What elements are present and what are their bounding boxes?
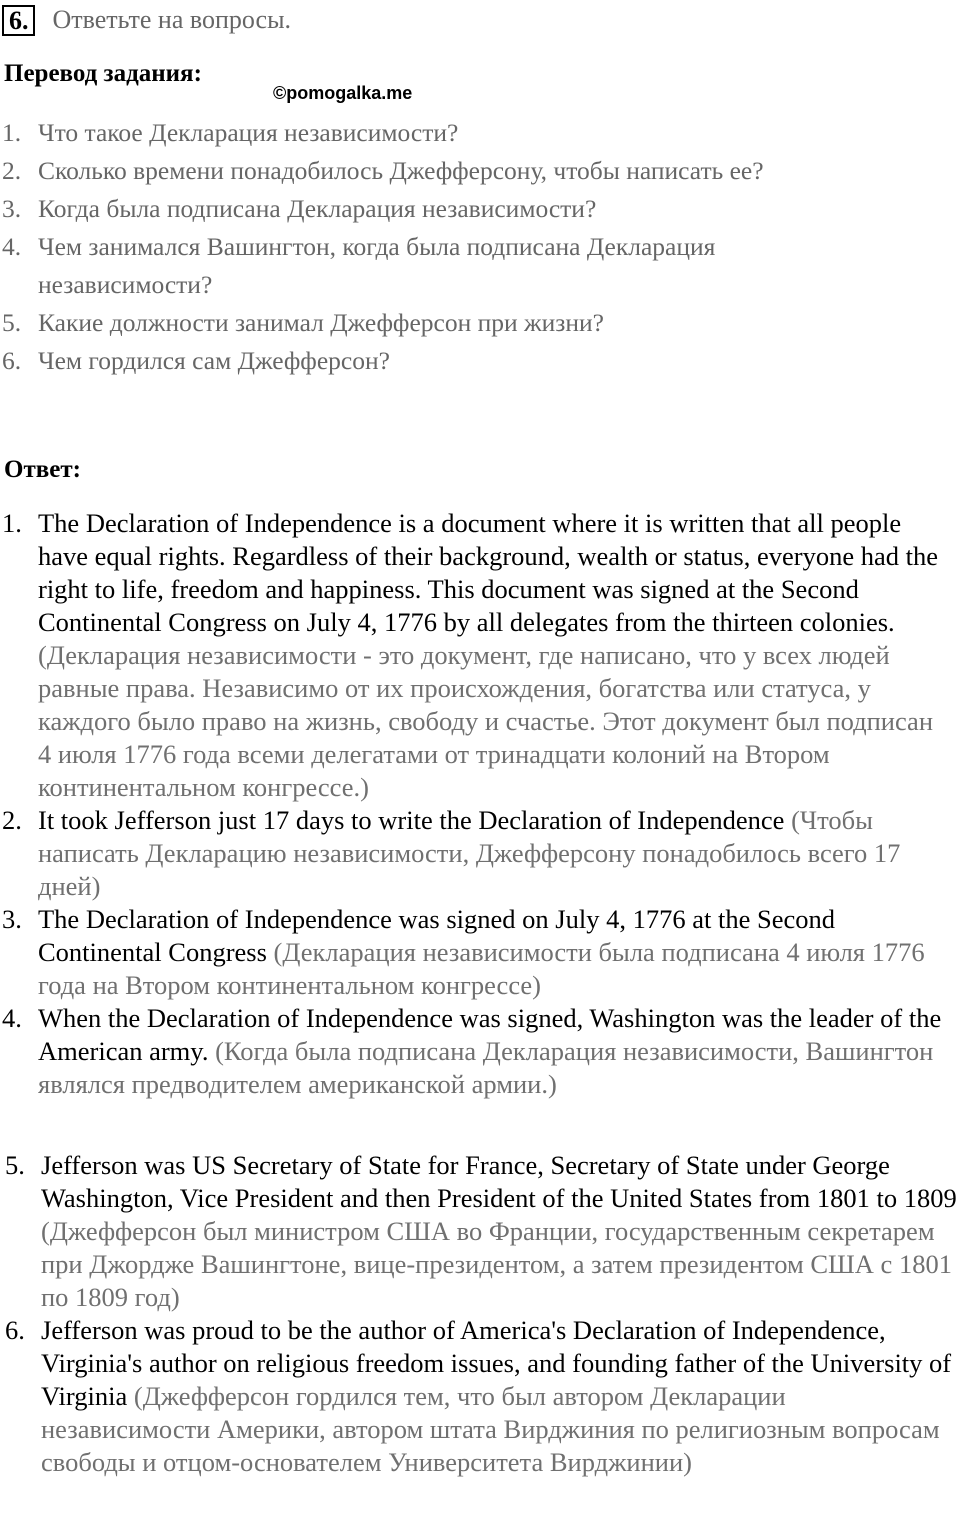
translation-heading: Перевод задания: [4,60,202,87]
answer-text [38,1002,950,1101]
list-item [0,342,950,380]
answer-text [38,507,950,804]
question-number: 1. [2,118,22,147]
answer-text [38,804,950,903]
answer-english: The Declaration of Independence is a document where it is written that all people have equal rights. Regardless of their background, wealth or status, everyone had the right to life, freedom and happiness. This document was signed at the Second Continental Congress on July 4, 1776 by all delegates from the thirteen colonies. [38,508,938,637]
answer-number: 4. [2,1003,22,1033]
list-item [0,903,950,1002]
list-item [0,114,950,152]
answer-number: 3. [2,904,22,934]
answer-russian: (Чтобы написать Декларацию независимости, Джефферсону понадобилось всего 17 дней) [38,805,901,901]
question-text: Чем занимался Вашингтон, когда была подписана Декларация независимости? [38,232,716,299]
list-item [0,507,950,804]
question-text: Какие должности занимал Джефферсон при жизни? [38,308,604,337]
list-item [0,152,950,190]
question-text: Сколько времени понадобилось Джефферсону, чтобы написать ее? [38,156,764,185]
answer-number: 2. [2,805,22,835]
answer-russian: (Когда была подписана Декларация независимости, Вашингтон являлся предводителем американской армии.) [38,1036,934,1099]
answer-list-continued [0,1149,960,1479]
answer-english: The Declaration of Independence was signed on July 4, 1776 at the Second Continental Congress [38,904,835,967]
answer-number: 6. [5,1315,25,1345]
question-text: Чем гордился сам Джефферсон? [38,346,390,375]
question-number: 3. [2,194,22,223]
answer-russian: (Джефферсон был министром США во Франции, государственным секретарем при Джордже Вашингтоне, вице-президентом, а затем президентом США с 1801 по 1809 год) [41,1216,952,1312]
list-item [0,1002,950,1101]
task-instruction: Ответьте на вопросы. [52,5,292,34]
list-item [0,228,950,304]
answer-text [41,1314,960,1479]
answer-english: When the Declaration of Independence was signed, Washington was the leader of the American army. [38,1003,942,1066]
question-text: Когда была подписана Декларация независимости? [38,194,597,223]
watermark-text: ©pomogalka.me [273,83,413,103]
answer-number: 1. [2,508,22,538]
question-number: 6. [2,346,22,375]
answer-russian: (Декларация независимости была подписана 4 июля 1776 года на Втором континентальном конгрессе) [38,937,925,1000]
question-number: 2. [2,156,22,185]
list-item [0,804,950,903]
answer-number: 5. [5,1150,25,1180]
answer-list [0,507,950,1101]
question-list [0,114,950,380]
list-item [0,190,950,228]
answer-russian: (Джефферсон гордился тем, что был автором Декларации независимости Америки, автором штата Вирджиния по религиозным вопросам свободы и отцом-основателем Университета Вирджинии) [41,1381,940,1477]
question-text: Что такое Декларация независимости? [38,118,459,147]
answer-english: Jefferson was proud to be the author of America's Declaration of Independence, Virginia's author on religious freedom issues, and founding father of the University of Virginia [41,1315,952,1411]
question-number: 4. [2,232,22,261]
task-header [2,4,291,36]
question-number: 5. [2,308,22,337]
answer-english: It took Jefferson just 17 days to write the Declaration of Independence [38,805,785,835]
answer-text [38,903,950,1002]
task-number-box: 6. [2,5,35,36]
answer-heading: Ответ: [4,456,81,483]
list-item [0,1149,960,1314]
answer-russian: (Декларация независимости - это документ, где написано, что у всех людей равные права. Независимо от их происхождения, богатства или статуса, у каждого было право на жизнь, свободу и счастье. Этот документ был подписан 4 июля 1776 года всеми делегатами от тринадцати колоний на Втором континентальном конгрессе.) [38,640,933,802]
list-item [0,304,950,342]
answer-text [41,1149,960,1314]
list-item [0,1314,960,1479]
answer-english: Jefferson was US Secretary of State for France, Secretary of State under George Washington, Vice President and then President of the United States from 1801 to 1809 [41,1150,957,1213]
